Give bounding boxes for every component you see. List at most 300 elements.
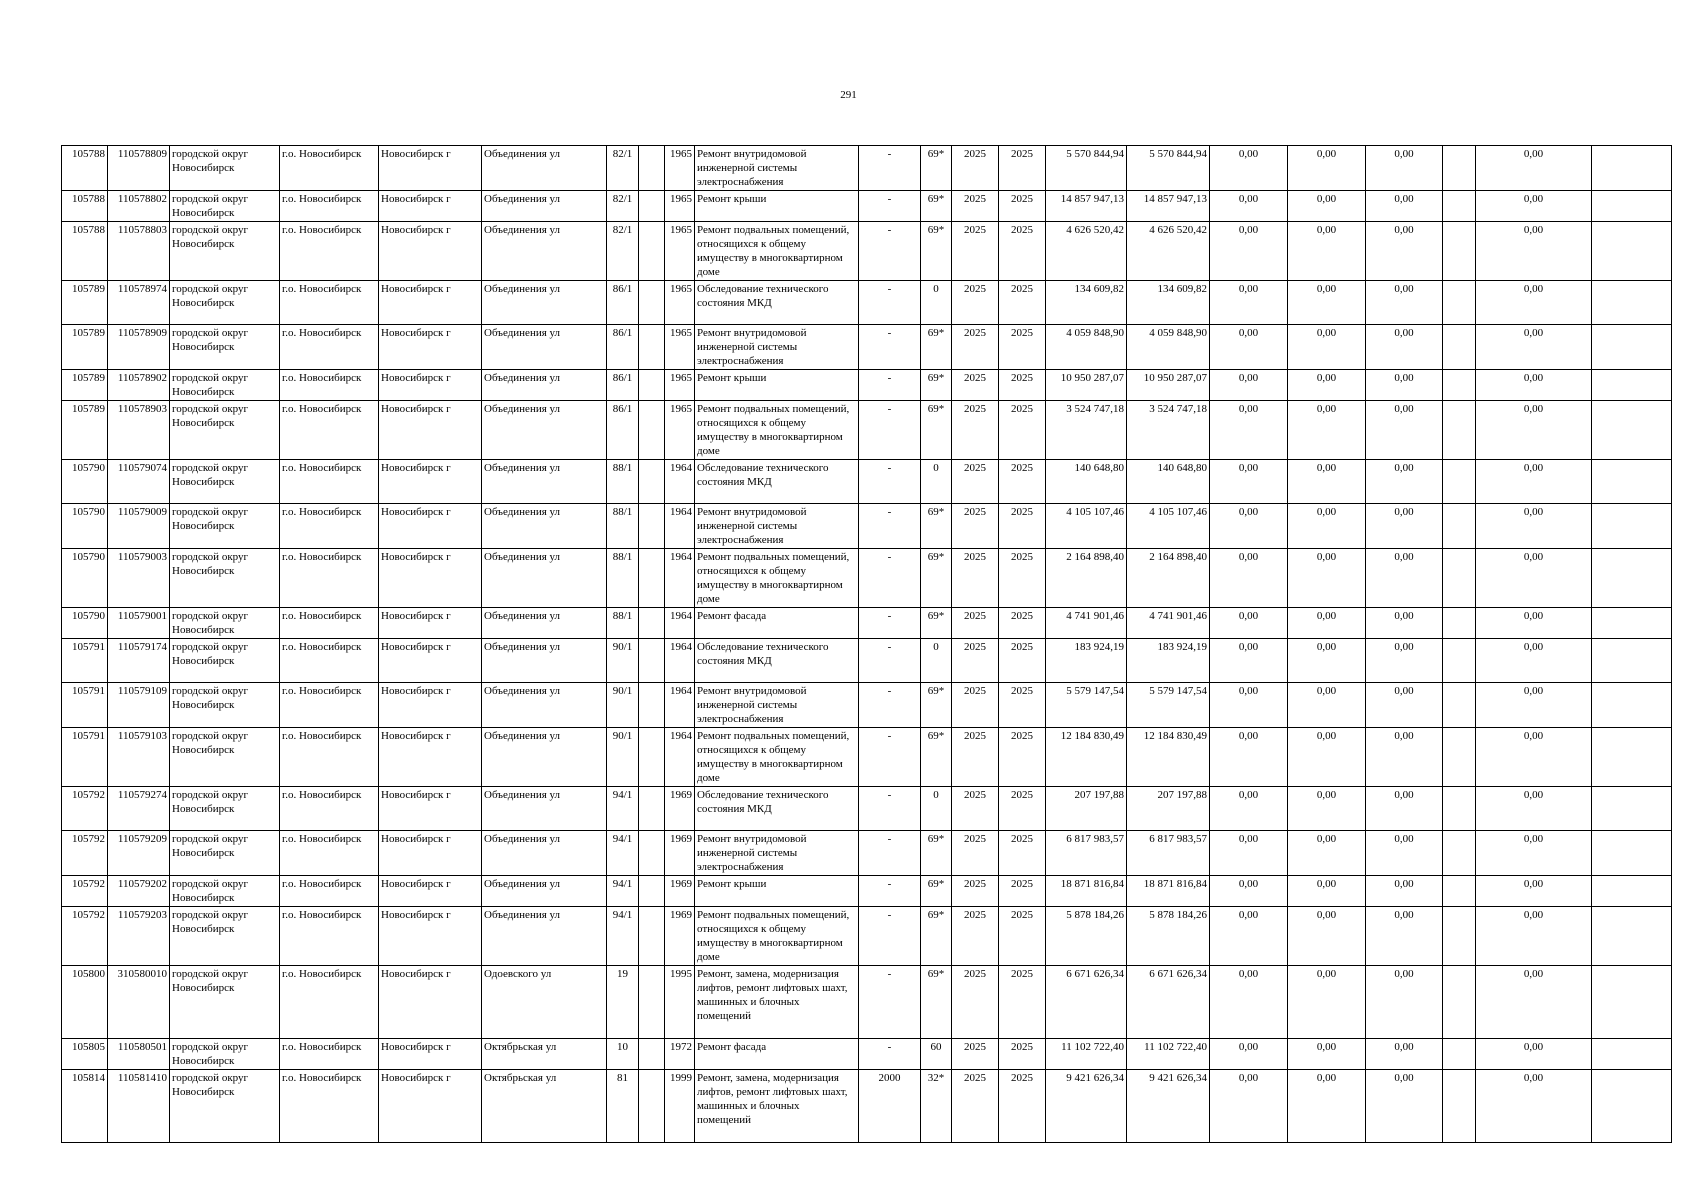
cell-street: Одоевского ул	[482, 966, 607, 1039]
cell-value-3: 0,00	[1366, 460, 1443, 504]
cell-okrug: городской округ Новосибирск	[170, 831, 280, 876]
cell-year: 1999	[665, 1070, 695, 1143]
cell-value-2: 0,00	[1288, 460, 1366, 504]
cell-value-3: 0,00	[1366, 1070, 1443, 1143]
cell-city: Новосибирск г	[379, 146, 482, 191]
cell-work: Ремонт крыши	[695, 191, 859, 222]
cell-value-3: 0,00	[1366, 222, 1443, 281]
cell-id: 105791	[62, 728, 108, 787]
cell-go: г.о. Новосибирск	[280, 460, 379, 504]
cell-total: 134 609,82	[1046, 281, 1127, 325]
cell-year: 1969	[665, 907, 695, 966]
cell-col11: -	[859, 787, 921, 831]
cell-percent: 0	[921, 460, 952, 504]
cell-value-6	[1592, 907, 1672, 966]
cell-value-5: 0,00	[1476, 222, 1592, 281]
cell-code: 110579001	[108, 608, 170, 639]
cell-year-end: 2025	[999, 831, 1046, 876]
cell-go: г.о. Новосибирск	[280, 966, 379, 1039]
cell-go: г.о. Новосибирск	[280, 876, 379, 907]
cell-value-1: 0,00	[1210, 549, 1288, 608]
cell-percent: 69*	[921, 401, 952, 460]
cell-year: 1965	[665, 370, 695, 401]
cell-value-2: 0,00	[1288, 281, 1366, 325]
cell-value-1: 0,00	[1210, 787, 1288, 831]
cell-code: 110578803	[108, 222, 170, 281]
cell-fund: 6 817 983,57	[1127, 831, 1210, 876]
cell-percent: 69*	[921, 146, 952, 191]
cell-total: 14 857 947,13	[1046, 191, 1127, 222]
cell-house: 88/1	[607, 504, 639, 549]
cell-street: Объединения ул	[482, 549, 607, 608]
cell-street: Объединения ул	[482, 325, 607, 370]
cell-id: 105790	[62, 608, 108, 639]
cell-percent: 69*	[921, 549, 952, 608]
table-row	[62, 370, 1672, 401]
cell-code: 110579203	[108, 907, 170, 966]
cell-year-end: 2025	[999, 728, 1046, 787]
cell-code: 110578903	[108, 401, 170, 460]
cell-col11: -	[859, 370, 921, 401]
cell-percent: 69*	[921, 683, 952, 728]
cell-value-1: 0,00	[1210, 876, 1288, 907]
cell-value-1: 0,00	[1210, 281, 1288, 325]
cell-year-start: 2025	[952, 460, 999, 504]
cell-fund: 5 878 184,26	[1127, 907, 1210, 966]
cell-id: 105788	[62, 146, 108, 191]
cell-value-3: 0,00	[1366, 966, 1443, 1039]
cell-city: Новосибирск г	[379, 370, 482, 401]
cell-year: 1965	[665, 222, 695, 281]
cell-value-3: 0,00	[1366, 370, 1443, 401]
cell-go: г.о. Новосибирск	[280, 504, 379, 549]
cell-street: Октябрьская ул	[482, 1070, 607, 1143]
cell-year-end: 2025	[999, 325, 1046, 370]
cell-id: 105789	[62, 370, 108, 401]
cell-col11: -	[859, 222, 921, 281]
cell-value-5: 0,00	[1476, 728, 1592, 787]
cell-code: 110578809	[108, 146, 170, 191]
cell-code: 110578909	[108, 325, 170, 370]
cell-year: 1965	[665, 401, 695, 460]
cell-value-5: 0,00	[1476, 146, 1592, 191]
cell-go: г.о. Новосибирск	[280, 401, 379, 460]
cell-value-1: 0,00	[1210, 639, 1288, 683]
cell-value-1: 0,00	[1210, 683, 1288, 728]
cell-total: 11 102 722,40	[1046, 1039, 1127, 1070]
cell-house: 90/1	[607, 728, 639, 787]
table-row	[62, 504, 1672, 549]
cell-value-5: 0,00	[1476, 1070, 1592, 1143]
cell-year-start: 2025	[952, 907, 999, 966]
cell-city: Новосибирск г	[379, 831, 482, 876]
cell-percent: 69*	[921, 728, 952, 787]
cell-street: Объединения ул	[482, 281, 607, 325]
cell-year-end: 2025	[999, 907, 1046, 966]
cell-work: Ремонт крыши	[695, 876, 859, 907]
cell-col11: -	[859, 966, 921, 1039]
cell-year-start: 2025	[952, 504, 999, 549]
cell-go: г.о. Новосибирск	[280, 281, 379, 325]
cell-code: 110579202	[108, 876, 170, 907]
cell-total: 18 871 816,84	[1046, 876, 1127, 907]
cell-extra	[639, 907, 665, 966]
cell-col11: -	[859, 683, 921, 728]
page-number: 291	[840, 89, 857, 101]
cell-okrug: городской округ Новосибирск	[170, 1039, 280, 1070]
cell-percent: 69*	[921, 191, 952, 222]
cell-fund: 9 421 626,34	[1127, 1070, 1210, 1143]
cell-house: 88/1	[607, 460, 639, 504]
cell-value-2: 0,00	[1288, 1039, 1366, 1070]
cell-percent: 69*	[921, 831, 952, 876]
cell-extra	[639, 460, 665, 504]
cell-street: Объединения ул	[482, 608, 607, 639]
table-row	[62, 966, 1672, 1039]
cell-extra	[639, 191, 665, 222]
cell-value-6	[1592, 966, 1672, 1039]
cell-year-start: 2025	[952, 549, 999, 608]
cell-value-2: 0,00	[1288, 639, 1366, 683]
cell-value-4	[1443, 281, 1476, 325]
cell-street: Объединения ул	[482, 787, 607, 831]
cell-total: 6 817 983,57	[1046, 831, 1127, 876]
cell-value-4	[1443, 460, 1476, 504]
cell-street: Объединения ул	[482, 460, 607, 504]
table-row	[62, 401, 1672, 460]
cell-value-3: 0,00	[1366, 191, 1443, 222]
cell-value-1: 0,00	[1210, 1070, 1288, 1143]
table-row	[62, 549, 1672, 608]
cell-value-5: 0,00	[1476, 460, 1592, 504]
cell-id: 105790	[62, 549, 108, 608]
cell-total: 4 626 520,42	[1046, 222, 1127, 281]
cell-street: Объединения ул	[482, 504, 607, 549]
cell-go: г.о. Новосибирск	[280, 728, 379, 787]
cell-okrug: городской округ Новосибирск	[170, 728, 280, 787]
cell-year-start: 2025	[952, 191, 999, 222]
cell-go: г.о. Новосибирск	[280, 683, 379, 728]
cell-id: 105792	[62, 831, 108, 876]
cell-value-2: 0,00	[1288, 191, 1366, 222]
table-row	[62, 325, 1672, 370]
cell-total: 12 184 830,49	[1046, 728, 1127, 787]
cell-year-end: 2025	[999, 281, 1046, 325]
cell-value-5: 0,00	[1476, 325, 1592, 370]
cell-city: Новосибирск г	[379, 639, 482, 683]
cell-id: 105791	[62, 683, 108, 728]
cell-percent: 0	[921, 281, 952, 325]
cell-value-6	[1592, 370, 1672, 401]
cell-value-4	[1443, 325, 1476, 370]
cell-value-6	[1592, 222, 1672, 281]
cell-house: 86/1	[607, 325, 639, 370]
cell-percent: 69*	[921, 907, 952, 966]
cell-value-2: 0,00	[1288, 401, 1366, 460]
cell-okrug: городской округ Новосибирск	[170, 876, 280, 907]
cell-fund: 140 648,80	[1127, 460, 1210, 504]
cell-value-3: 0,00	[1366, 608, 1443, 639]
cell-col11: -	[859, 401, 921, 460]
cell-fund: 10 950 287,07	[1127, 370, 1210, 401]
cell-value-1: 0,00	[1210, 325, 1288, 370]
cell-value-2: 0,00	[1288, 966, 1366, 1039]
cell-total: 5 878 184,26	[1046, 907, 1127, 966]
cell-value-4	[1443, 728, 1476, 787]
cell-value-3: 0,00	[1366, 146, 1443, 191]
cell-fund: 4 059 848,90	[1127, 325, 1210, 370]
cell-value-1: 0,00	[1210, 370, 1288, 401]
cell-house: 90/1	[607, 683, 639, 728]
cell-extra	[639, 281, 665, 325]
cell-value-3: 0,00	[1366, 728, 1443, 787]
cell-fund: 5 570 844,94	[1127, 146, 1210, 191]
cell-value-1: 0,00	[1210, 966, 1288, 1039]
cell-value-4	[1443, 191, 1476, 222]
cell-go: г.о. Новосибирск	[280, 787, 379, 831]
cell-code: 110579174	[108, 639, 170, 683]
cell-value-3: 0,00	[1366, 549, 1443, 608]
table-row	[62, 683, 1672, 728]
cell-year: 1964	[665, 728, 695, 787]
cell-go: г.о. Новосибирск	[280, 608, 379, 639]
cell-total: 9 421 626,34	[1046, 1070, 1127, 1143]
table-row	[62, 831, 1672, 876]
cell-street: Объединения ул	[482, 876, 607, 907]
cell-value-6	[1592, 460, 1672, 504]
cell-total: 4 741 901,46	[1046, 608, 1127, 639]
cell-col11: -	[859, 281, 921, 325]
cell-fund: 12 184 830,49	[1127, 728, 1210, 787]
cell-value-2: 0,00	[1288, 222, 1366, 281]
cell-percent: 69*	[921, 876, 952, 907]
cell-value-1: 0,00	[1210, 460, 1288, 504]
cell-fund: 11 102 722,40	[1127, 1039, 1210, 1070]
cell-value-3: 0,00	[1366, 401, 1443, 460]
cell-extra	[639, 370, 665, 401]
cell-value-5: 0,00	[1476, 549, 1592, 608]
cell-total: 4 105 107,46	[1046, 504, 1127, 549]
cell-col11: -	[859, 639, 921, 683]
cell-value-5: 0,00	[1476, 281, 1592, 325]
cell-value-1: 0,00	[1210, 907, 1288, 966]
cell-street: Объединения ул	[482, 401, 607, 460]
cell-year-end: 2025	[999, 876, 1046, 907]
cell-house: 94/1	[607, 787, 639, 831]
cell-house: 86/1	[607, 401, 639, 460]
cell-id: 105790	[62, 504, 108, 549]
cell-street: Объединения ул	[482, 907, 607, 966]
table-row	[62, 1070, 1672, 1143]
cell-year: 1964	[665, 639, 695, 683]
cell-year-start: 2025	[952, 146, 999, 191]
cell-okrug: городской округ Новосибирск	[170, 191, 280, 222]
cell-value-6	[1592, 1070, 1672, 1143]
cell-go: г.о. Новосибирск	[280, 191, 379, 222]
cell-year-end: 2025	[999, 460, 1046, 504]
cell-city: Новосибирск г	[379, 728, 482, 787]
cell-okrug: городской округ Новосибирск	[170, 608, 280, 639]
cell-city: Новосибирск г	[379, 608, 482, 639]
cell-go: г.о. Новосибирск	[280, 146, 379, 191]
cell-year-start: 2025	[952, 1070, 999, 1143]
cell-value-5: 0,00	[1476, 907, 1592, 966]
cell-value-5: 0,00	[1476, 787, 1592, 831]
cell-id: 105800	[62, 966, 108, 1039]
cell-street: Объединения ул	[482, 370, 607, 401]
cell-percent: 69*	[921, 370, 952, 401]
cell-col11: -	[859, 907, 921, 966]
cell-id: 105788	[62, 222, 108, 281]
cell-extra	[639, 401, 665, 460]
repair-program-table	[61, 145, 1672, 1143]
cell-work: Ремонт крыши	[695, 370, 859, 401]
cell-value-4	[1443, 222, 1476, 281]
cell-value-3: 0,00	[1366, 639, 1443, 683]
cell-value-2: 0,00	[1288, 876, 1366, 907]
cell-total: 2 164 898,40	[1046, 549, 1127, 608]
cell-year-start: 2025	[952, 1039, 999, 1070]
cell-value-4	[1443, 639, 1476, 683]
cell-value-4	[1443, 907, 1476, 966]
cell-year: 1995	[665, 966, 695, 1039]
cell-work: Ремонт внутридомовой инженерной системы электроснабжения	[695, 831, 859, 876]
cell-city: Новосибирск г	[379, 787, 482, 831]
cell-okrug: городской округ Новосибирск	[170, 639, 280, 683]
table-row	[62, 191, 1672, 222]
cell-year: 1964	[665, 504, 695, 549]
cell-work: Обследование технического состояния МКД	[695, 281, 859, 325]
cell-value-2: 0,00	[1288, 325, 1366, 370]
cell-house: 90/1	[607, 639, 639, 683]
cell-value-2: 0,00	[1288, 831, 1366, 876]
cell-okrug: городской округ Новосибирск	[170, 1070, 280, 1143]
cell-extra	[639, 325, 665, 370]
cell-id: 105789	[62, 401, 108, 460]
cell-code: 110579103	[108, 728, 170, 787]
cell-value-5: 0,00	[1476, 401, 1592, 460]
cell-year-start: 2025	[952, 966, 999, 1039]
cell-value-6	[1592, 608, 1672, 639]
cell-city: Новосибирск г	[379, 281, 482, 325]
cell-extra	[639, 683, 665, 728]
cell-go: г.о. Новосибирск	[280, 370, 379, 401]
cell-value-4	[1443, 683, 1476, 728]
cell-code: 110579009	[108, 504, 170, 549]
cell-year: 1965	[665, 191, 695, 222]
cell-total: 5 570 844,94	[1046, 146, 1127, 191]
cell-total: 10 950 287,07	[1046, 370, 1127, 401]
cell-year-start: 2025	[952, 401, 999, 460]
cell-code: 110579074	[108, 460, 170, 504]
cell-total: 6 671 626,34	[1046, 966, 1127, 1039]
cell-house: 88/1	[607, 549, 639, 608]
cell-percent: 32*	[921, 1070, 952, 1143]
cell-value-6	[1592, 146, 1672, 191]
cell-value-1: 0,00	[1210, 608, 1288, 639]
cell-street: Объединения ул	[482, 831, 607, 876]
cell-city: Новосибирск г	[379, 907, 482, 966]
table-row	[62, 907, 1672, 966]
cell-year-end: 2025	[999, 504, 1046, 549]
cell-extra	[639, 639, 665, 683]
cell-street: Октябрьская ул	[482, 1039, 607, 1070]
cell-value-6	[1592, 639, 1672, 683]
cell-fund: 4 626 520,42	[1127, 222, 1210, 281]
cell-value-6	[1592, 325, 1672, 370]
cell-col11: -	[859, 608, 921, 639]
cell-street: Объединения ул	[482, 191, 607, 222]
cell-col11: -	[859, 325, 921, 370]
cell-okrug: городской округ Новосибирск	[170, 549, 280, 608]
cell-extra	[639, 1070, 665, 1143]
cell-value-6	[1592, 504, 1672, 549]
cell-value-3: 0,00	[1366, 683, 1443, 728]
cell-percent: 69*	[921, 608, 952, 639]
cell-total: 5 579 147,54	[1046, 683, 1127, 728]
cell-go: г.о. Новосибирск	[280, 831, 379, 876]
cell-okrug: городской округ Новосибирск	[170, 281, 280, 325]
cell-go: г.о. Новосибирск	[280, 639, 379, 683]
cell-col11: -	[859, 831, 921, 876]
cell-percent: 69*	[921, 966, 952, 1039]
cell-value-5: 0,00	[1476, 608, 1592, 639]
cell-okrug: городской округ Новосибирск	[170, 401, 280, 460]
cell-house: 94/1	[607, 907, 639, 966]
cell-code: 310580010	[108, 966, 170, 1039]
cell-value-3: 0,00	[1366, 876, 1443, 907]
cell-value-2: 0,00	[1288, 907, 1366, 966]
cell-col11: -	[859, 504, 921, 549]
cell-work: Обследование технического состояния МКД	[695, 460, 859, 504]
cell-extra	[639, 728, 665, 787]
cell-city: Новосибирск г	[379, 549, 482, 608]
cell-year-start: 2025	[952, 222, 999, 281]
cell-fund: 3 524 747,18	[1127, 401, 1210, 460]
table-row	[62, 460, 1672, 504]
cell-work: Обследование технического состояния МКД	[695, 787, 859, 831]
table-row	[62, 876, 1672, 907]
cell-value-1: 0,00	[1210, 1039, 1288, 1070]
cell-code: 110578902	[108, 370, 170, 401]
cell-work: Ремонт внутридомовой инженерной системы электроснабжения	[695, 683, 859, 728]
cell-year-end: 2025	[999, 146, 1046, 191]
cell-id: 105792	[62, 876, 108, 907]
cell-value-5: 0,00	[1476, 1039, 1592, 1070]
cell-value-4	[1443, 370, 1476, 401]
cell-okrug: городской округ Новосибирск	[170, 370, 280, 401]
cell-year-start: 2025	[952, 608, 999, 639]
cell-col11: -	[859, 1039, 921, 1070]
cell-value-3: 0,00	[1366, 831, 1443, 876]
cell-col11: 2000	[859, 1070, 921, 1143]
cell-year-end: 2025	[999, 549, 1046, 608]
cell-code: 110579274	[108, 787, 170, 831]
cell-go: г.о. Новосибирск	[280, 907, 379, 966]
cell-value-3: 0,00	[1366, 787, 1443, 831]
cell-value-1: 0,00	[1210, 191, 1288, 222]
table-row	[62, 281, 1672, 325]
cell-value-4	[1443, 608, 1476, 639]
cell-value-6	[1592, 876, 1672, 907]
cell-id: 105814	[62, 1070, 108, 1143]
cell-fund: 183 924,19	[1127, 639, 1210, 683]
cell-street: Объединения ул	[482, 222, 607, 281]
cell-value-5: 0,00	[1476, 683, 1592, 728]
cell-col11: -	[859, 146, 921, 191]
cell-percent: 60	[921, 1039, 952, 1070]
cell-city: Новосибирск г	[379, 1070, 482, 1143]
